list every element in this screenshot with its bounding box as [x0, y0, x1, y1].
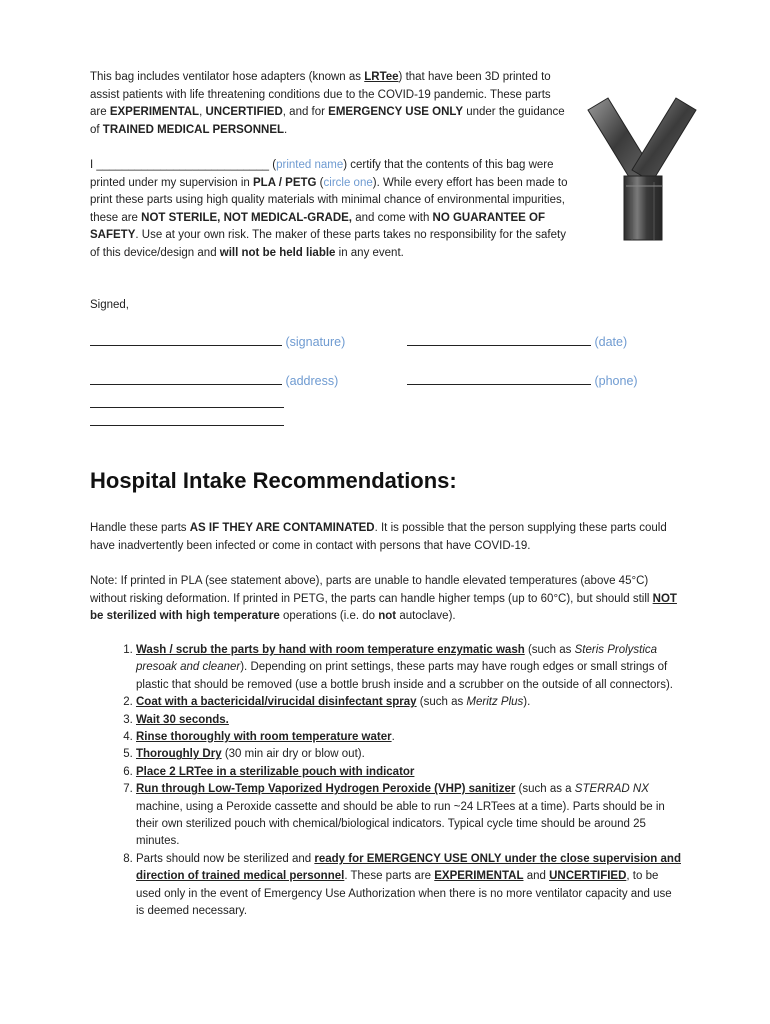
uncertified-term: UNCERTIFIED — [205, 106, 283, 119]
note-text: Note: If printed in PLA (see statement above), parts are unable to handle elevated temperatures (above 45°C) without risking deformation. If printed in PETG, the parts can handle higher temps (up to 60°C), but should still — [90, 575, 653, 605]
step-item — [136, 642, 681, 694]
section-heading: Hospital Intake Recommendations: — [90, 468, 457, 493]
product-name: Meritz Plus — [466, 696, 524, 709]
intro-text: ) that have been 3D printed to assist patients with life threatening conditions due to the COVID-19 pandemic. These parts are — [90, 71, 551, 119]
phone-hint: (phone) — [594, 374, 638, 388]
step-title: Wait 30 seconds. — [136, 713, 229, 726]
date-field[interactable] — [407, 334, 627, 349]
certify-text: in any event. — [335, 246, 404, 259]
not-liable-term: will not be held liable — [219, 246, 336, 259]
step-title: Thoroughly Dry — [136, 748, 222, 761]
lrtee-y-adapter-image — [586, 96, 698, 244]
contaminated-term: AS IF THEY ARE CONTAMINATED — [189, 522, 375, 534]
step-text: (such as — [416, 696, 467, 709]
handle-paragraph — [90, 520, 680, 555]
certify-text: . Use at your own risk. The maker of these parts takes no responsibility for the safety of this device/design and — [90, 229, 566, 259]
address-line-2-rule[interactable] — [90, 396, 284, 408]
lrtee-term: LRTee — [364, 71, 399, 83]
intro-text: . — [284, 123, 288, 136]
intake-steps-list — [90, 642, 681, 921]
address-hint: (address) — [285, 374, 339, 388]
address-line-3-rule[interactable] — [90, 414, 284, 426]
step-text: ). — [523, 696, 531, 709]
step-title: Coat with a bactericidal/virucidal disinfectant spray — [136, 696, 417, 709]
step-item — [136, 746, 681, 763]
intro-text: This bag includes ventilator hose adapters (known as — [90, 71, 365, 83]
emergency-term: EMERGENCY USE ONLY — [328, 106, 464, 119]
step-item — [136, 729, 681, 746]
note-paragraph — [90, 573, 680, 626]
step-item — [136, 764, 681, 781]
step-text: and — [523, 870, 550, 883]
address-field[interactable] — [90, 373, 338, 388]
certify-text: ) certify that the contents of this bag were printed under my supervision in — [90, 159, 554, 189]
intro-text: , and for — [282, 106, 329, 119]
trained-term: TRAINED MEDICAL PERSONNEL — [102, 123, 285, 136]
signature-line[interactable] — [90, 334, 282, 346]
note-text: operations (i.e. do — [279, 610, 379, 623]
step-text: ). Depending on print settings, these parts may have rough edges or small strings of plastic that should be removed (use a bottle brush inside and a scrubber on the outside of all connectors). — [136, 661, 673, 691]
step-title: ready for EMERGENCY USE ONLY under the close supervision and direction of trained medical personnel — [136, 852, 681, 883]
intro-text: , — [199, 106, 206, 119]
pla-petg-choice: PLA / PETG — [253, 176, 317, 189]
certify-text: and come with — [352, 211, 433, 224]
not-term: NOT — [652, 592, 677, 605]
step-text: Parts should now be sterilized and — [136, 852, 315, 865]
date-hint: (date) — [594, 335, 628, 349]
uncertified-term: UNCERTIFIED — [549, 870, 627, 883]
product-name: Steris Prolystica presoak and cleaner — [136, 644, 658, 674]
step-title: Rinse thoroughly with room temperature water — [136, 731, 392, 744]
circle-one-hint: circle one — [323, 176, 373, 189]
printed-name-blank: I ___________________________ ( — [90, 159, 277, 171]
step-text: (such as a — [515, 783, 575, 796]
step-text: , to be used only in the event of Emergency Use Authorization when there is no more ventilator capacity and use is deemed necessary. — [136, 870, 672, 918]
date-line[interactable] — [407, 334, 591, 346]
handle-text: . It is possible that the person supplying these parts could have inadvertently been infected or come in contact with persons that have COVID-19. — [90, 522, 667, 552]
intro-paragraph — [90, 69, 568, 139]
handle-text: Handle these parts — [90, 522, 190, 534]
note-text: autoclave). — [396, 610, 456, 623]
sterilize-term: be sterilized with high temperature — [90, 610, 280, 623]
signature-hint: (signature) — [285, 335, 346, 349]
not-autoclave-term: not — [378, 610, 397, 623]
certify-text: ( — [316, 176, 324, 189]
step-item — [136, 712, 681, 729]
product-name: STERRAD NX — [574, 783, 649, 796]
step-item — [136, 781, 681, 851]
phone-line[interactable] — [407, 373, 591, 385]
step-title: Wash / scrub the parts by hand with room temperature enzymatic wash — [136, 644, 525, 656]
step-item — [136, 851, 681, 921]
step-title: Run through Low-Temp Vaporized Hydrogen Peroxide (VHP) sanitizer — [136, 783, 516, 796]
signature-field[interactable] — [90, 334, 345, 349]
step-item — [136, 694, 681, 711]
signed-label: Signed, — [90, 299, 130, 311]
address-line-3[interactable] — [90, 414, 284, 429]
experimental-term: EXPERIMENTAL — [109, 106, 200, 119]
step-text: (30 min air dry or blow out). — [221, 748, 365, 761]
printed-name-hint: printed name — [276, 159, 344, 171]
not-sterile-term: NOT STERILE, NOT MEDICAL-GRADE, — [141, 211, 352, 224]
step-text: . — [391, 731, 395, 744]
step-text: (such as — [524, 644, 575, 656]
phone-field[interactable] — [407, 373, 638, 388]
certification-paragraph — [90, 157, 568, 263]
address-line[interactable] — [90, 373, 282, 385]
step-text: . These parts are — [344, 870, 435, 883]
step-title: Place 2 LRTee in a sterilizable pouch with indicator — [136, 765, 415, 778]
intro-text: under the guidance of — [90, 106, 565, 136]
address-line-2[interactable] — [90, 396, 284, 411]
experimental-term: EXPERIMENTAL — [434, 870, 524, 883]
no-guarantee-term: NO GUARANTEE OF SAFETY — [90, 211, 545, 242]
certify-text: ). While every effort has been made to print these parts using high quality materials with minimal chance of environmental impurities, these are — [90, 176, 568, 224]
step-text: machine, using a Peroxide cassette and should be able to run ~24 LRTees at a time). Parts should be in their own sterilized pouch with chemical/biological indicators. Typical cycle time should be around 25 minutes. — [136, 800, 665, 848]
